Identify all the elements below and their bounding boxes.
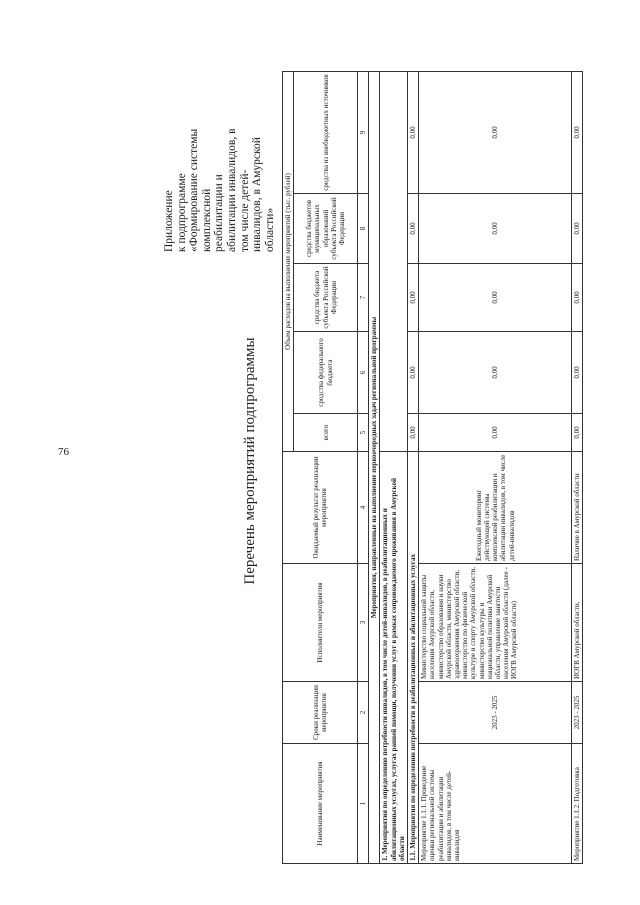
table-cell: 0,00 [419,194,572,264]
table-cell: 0,00 [572,194,583,264]
table-cell: 0,00 [572,264,583,332]
row-terms: 2023 - 2025 [419,682,572,744]
table-cell: 0,00 [419,264,572,332]
col-number: 2 [358,682,369,744]
header-name: Наименование мероприятия [283,744,358,864]
header-total: всего [294,414,358,452]
table-cell: 0,00 [408,72,419,194]
header-federal: средства федерального бюджета [294,332,358,414]
row-terms: 2023 - 2025 [572,682,583,744]
table-cell: 0,00 [572,332,583,414]
row-result: Ежегодный мониторинг действующей системы комплексной реабилитации и абилитации инвалидов, в том числе детей-инвалидов [419,452,572,564]
appendix-line: комплексной [200,188,213,252]
header-terms: Сроки реализации мероприятия [283,682,358,744]
col-number: 8 [358,194,369,264]
col-number: 3 [358,564,369,682]
col-number: 4 [358,452,369,564]
section-title: Мероприятия, направленные на выполнение первоочередных задач региональной программы [369,72,380,864]
activities-table [282,71,583,864]
row-name: Мероприятие 1.1.2. Подготовка [572,744,583,864]
col-number: 5 [358,414,369,452]
row-executors: ИОГВ Амурской области, [572,564,583,682]
col-number: 1 [358,744,369,864]
appendix-line: «Формирование системы [188,128,201,252]
header-extra: средства из внебюджетных источников [294,72,358,194]
appendix-line: абилитации инвалидов, в [225,128,238,252]
appendix-line: Приложение [163,190,175,252]
row-executors: Министерство социальной защиты населения Амурской области, министерство образования и науки Амурской области, министерство здравоохранения Амурской области, министерство по физической культуре и спорту Амурской области, министерство культуры и национальной политики Амурской области, управление занятости населения Амурской области (далее - ИОГВ Амурской области) [419,564,572,682]
table-cell: 0,00 [572,414,583,452]
row-result: Наличие в Амурской области [572,452,583,564]
table-cell: 0,00 [419,72,572,194]
appendix-line: инвалидов, в Амурской [251,137,264,252]
row-name: Мероприятие 1.1.1. Проведение оценки региональной системы реабилитации и абилитации инвалидов, в том числе детей-инвалидов [419,744,572,864]
page-title: Перечень мероприятий подпрограммы [242,337,258,585]
appendix-line: области» [263,207,276,252]
table-row [419,72,572,864]
section-spacer [380,72,408,452]
col-number: 6 [358,332,369,414]
subsection-title: 1.1. Мероприятия по определению потребности в реабилитационных и абилитационных услугах [408,452,419,864]
table-cell: 0,00 [419,332,572,414]
header-regional: средства бюджета субъекта Российской Федерации [294,264,358,332]
table-row [572,72,583,864]
table-cell: 0,00 [408,414,419,452]
col-number: 7 [358,264,369,332]
table-cell: 0,00 [408,332,419,414]
section-title: 1. Мероприятия по определению потребности инвалидов, в том числе детей-инвалидов, в реабилитационных и абилитационных услугах, услугах ранней помощи, получении услуг в рамках сопровождаемого проживания в Амурской области [380,452,408,864]
col-number: 9 [358,72,369,194]
activities-table-container [282,72,582,864]
header-result: Ожидаемый результат реализации мероприятия [283,452,358,564]
page-number: 76 [58,446,69,458]
table-cell: 0,00 [408,264,419,332]
table-cell: 0,00 [419,414,572,452]
header-executors: Исполнители мероприятия [283,564,358,682]
table-cell: 0,00 [408,194,419,264]
header-volume: Объем расходов на выполнение мероприятий (тыс. рублей) [283,72,294,452]
appendix-line: к подпрограмме [175,173,188,252]
appendix-line: реабилитации и [213,174,226,252]
table-cell: 0,00 [572,72,583,194]
appendix-line: том числе детей- [238,169,251,252]
header-municipal: средства бюджетов муниципальных образований субъекта Российской Федерации [294,194,358,264]
